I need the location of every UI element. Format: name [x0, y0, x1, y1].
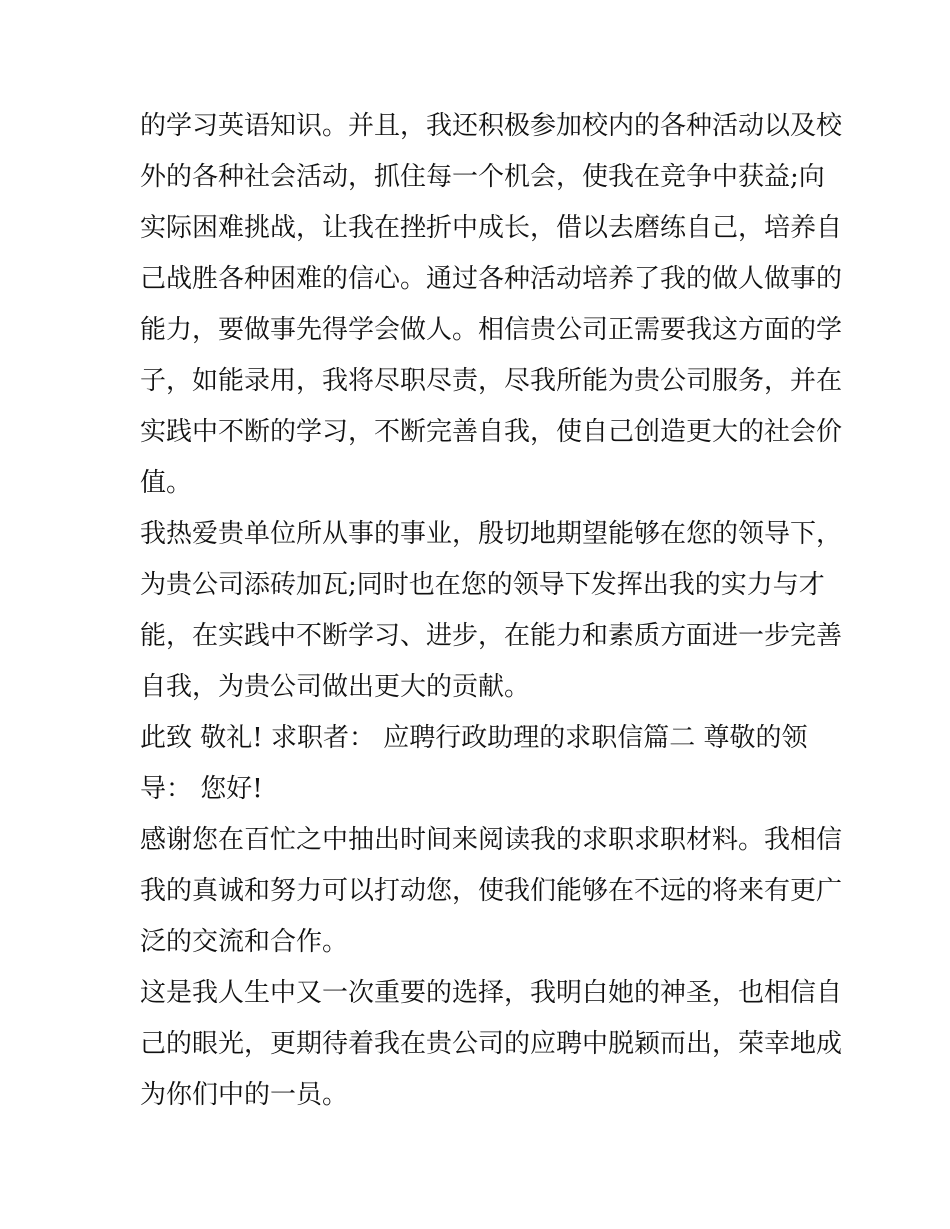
text-line: 我热爱贵单位所从事的事业，殷切地期望能够在您的领导下， [140, 519, 843, 549]
text-line: 己战胜各种困难的信心。通过各种活动培养了我的做人做事的 [140, 264, 843, 294]
text-line: 外的各种社会活动，抓住每一个机会，使我在竞争中获益;向 [140, 162, 825, 192]
text-line: 自我，为贵公司做出更大的贡献。 [140, 672, 531, 702]
text-line: 泛的交流和合作。 [140, 927, 349, 957]
document-body [140, 101, 843, 1121]
text-line: 我的真诚和努力可以打动您，使我们能够在不远的将来有更广 [140, 876, 843, 906]
text-line: 己的眼光，更期待着我在贵公司的应聘中脱颖而出，荣幸地成 [140, 1029, 843, 1059]
text-line: 此致 敬礼! 求职者： 应聘行政助理的求职信篇二 尊敬的领 [140, 723, 808, 753]
text-line: 子，如能录用，我将尽职尽责，尽我所能为贵公司服务，并在 [140, 366, 843, 396]
text-line: 为你们中的一员。 [140, 1080, 349, 1110]
text-line: 实际困难挑战，让我在挫折中成长，借以去磨练自己，培养自 [140, 213, 843, 243]
text-line: 值。 [140, 468, 193, 498]
text-line: 这是我人生中又一次重要的选择，我明白她的神圣，也相信自 [140, 978, 843, 1008]
text-line: 能力，要做事先得学会做人。相信贵公司正需要我这方面的学 [140, 315, 843, 345]
text-line: 为贵公司添砖加瓦;同时也在您的领导下发挥出我的实力与才 [140, 570, 825, 600]
text-line: 导： 您好! [140, 774, 263, 804]
text-line: 能，在实践中不断学习、进步，在能力和素质方面进一步完善 [140, 621, 843, 651]
text-line: 感谢您在百忙之中抽出时间来阅读我的求职求职材料。我相信 [140, 825, 843, 855]
text-line: 实践中不断的学习，不断完善自我，使自己创造更大的社会价 [140, 417, 843, 447]
text-line: 的学习英语知识。并且，我还积极参加校内的各种活动以及校 [140, 111, 843, 141]
